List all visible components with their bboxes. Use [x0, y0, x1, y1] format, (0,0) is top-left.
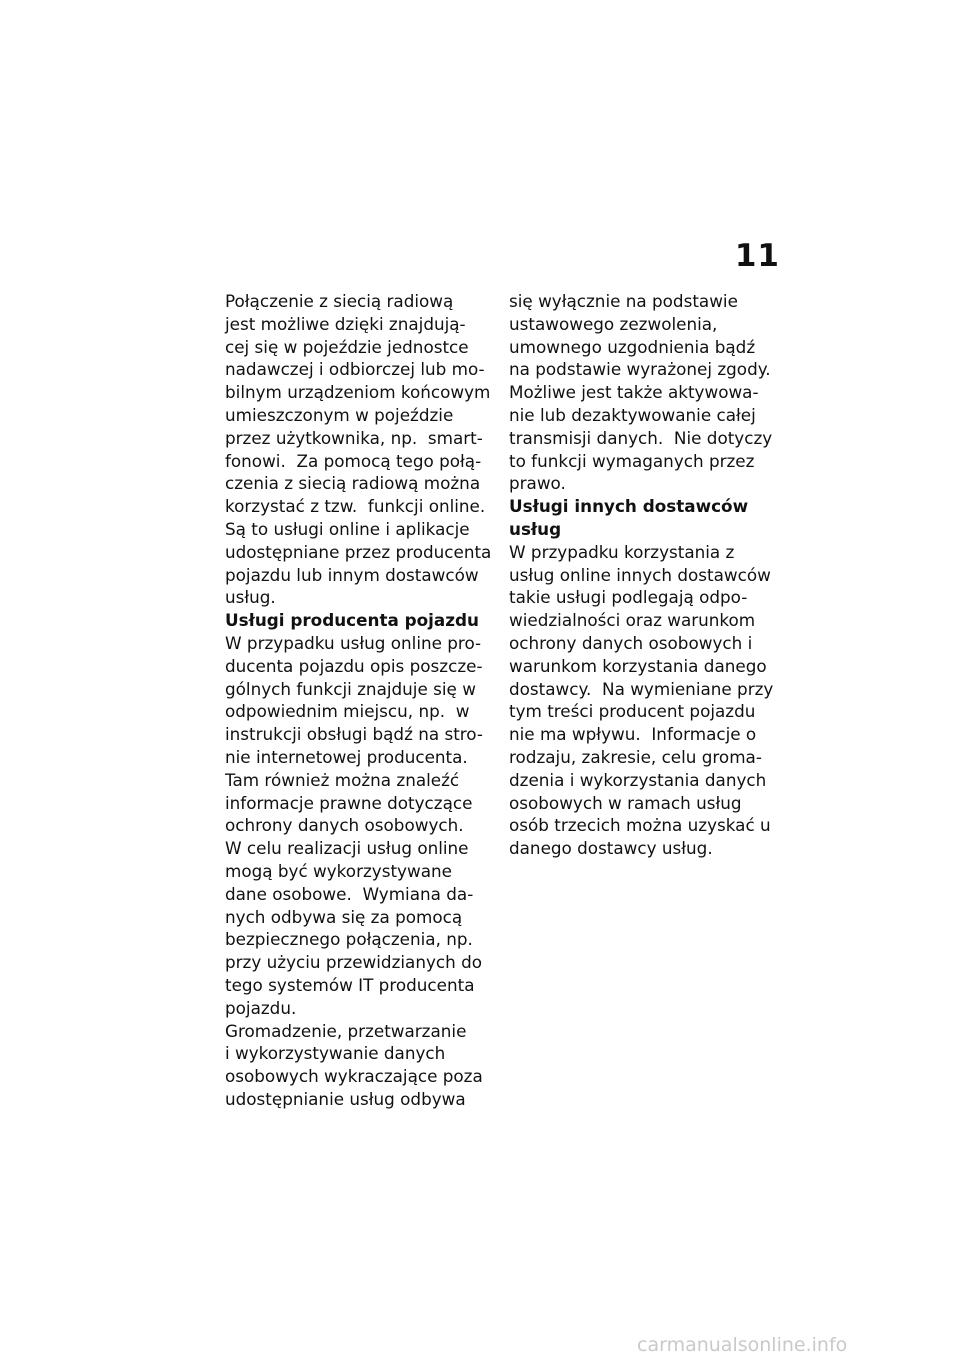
text-line: ustawowego zezwolenia, [509, 313, 718, 334]
text-line: Możliwe jest także aktywowa- [509, 382, 759, 403]
text-line: na podstawie wyrażonej zgody. [509, 359, 771, 380]
section-heading-line: usług [509, 518, 562, 539]
text-line: osób trzecich można uzyskać u [509, 815, 771, 836]
text-line: udostępnianie usług odbywa [225, 1088, 466, 1109]
text-line: Gromadzenie, przetwarzanie [225, 1020, 467, 1041]
text-line: W celu realizacji usług online [225, 838, 469, 859]
text-line: nie lub dezaktywowanie całej [509, 404, 756, 425]
text-line: umownego uzgodnienia bądź [509, 336, 756, 357]
text-line: nadawczej i odbiorczej lub mo- [225, 359, 485, 380]
text-line: to funkcji wymaganych przez [509, 450, 755, 471]
text-line: nych odbywa się za pomocą [225, 906, 463, 927]
text-line: informacje prawne dotyczące [225, 792, 473, 813]
text-line: Tam również można znaleźć [225, 769, 460, 790]
text-line: mogą być wykorzystywane [225, 860, 452, 881]
text-line: umieszczonym w pojeździe [225, 404, 454, 425]
text-line: Połączenie z siecią radiową [225, 291, 454, 311]
text-line: dzenia i wykorzystania danych [509, 769, 767, 790]
text-line: danego dostawcy usług. [509, 838, 713, 859]
text-line: dane osobowe. Wymiana da- [225, 883, 474, 904]
text-line: cej się w pojeździe jednostce [225, 336, 469, 357]
text-line: rodzaju, zakresie, celu groma- [509, 746, 762, 767]
text-line: jest możliwe dzięki znajdują- [225, 313, 466, 334]
text-line: prawo. [509, 473, 566, 494]
text-line: przy użyciu przewidzianych do [225, 952, 483, 973]
text-line: ducenta pojazdu opis poszcze- [225, 655, 483, 676]
text-line: i wykorzystywanie danych [225, 1043, 446, 1064]
text-line: się wyłącznie na podstawie [509, 291, 738, 311]
text-line: dostawcy. Na wymieniane przy [509, 678, 774, 699]
text-line: ochrony danych osobowych i [509, 632, 753, 653]
text-line: usług online innych dostawców [509, 564, 771, 585]
text-line: bilnym urządzeniom końcowym [225, 382, 491, 403]
text-line: W przypadku korzystania z [509, 541, 735, 562]
text-line: tym treści producent pojazdu [509, 701, 756, 722]
left-text-column [225, 290, 495, 1111]
text-line: nie ma wpływu. Informacje o [509, 724, 757, 745]
page-number: 11 [734, 238, 780, 274]
text-line: czenia z siecią radiową można [225, 473, 481, 494]
section-heading-line: Usługi innych dostawców [509, 496, 749, 517]
text-line: odpowiednim miejscu, np. w [225, 701, 470, 722]
section-heading-line: Usługi producenta pojazdu [225, 610, 479, 631]
text-line: osobowych wykraczające poza [225, 1066, 483, 1087]
text-line: W przypadku usług online pro- [225, 632, 482, 653]
text-line: udostępniane przez producenta [225, 541, 492, 562]
text-line: instrukcji obsługi bądź na stro- [225, 724, 483, 745]
text-line: warunkom korzystania danego [509, 655, 767, 676]
text-line: fonowi. Za pomocą tego połą- [225, 450, 482, 471]
text-line: bezpiecznego połączenia, np. [225, 929, 473, 950]
text-line: pojazdu. [225, 997, 297, 1018]
text-line: takie usługi podlegają odpo- [509, 587, 748, 608]
watermark: carmanualsonline.info [637, 1334, 848, 1356]
text-line: gólnych funkcji znajduje się w [225, 678, 476, 699]
right-text-column [509, 290, 779, 860]
text-line: tego systemów IT producenta [225, 974, 475, 995]
text-line: korzystać z tzw. funkcji online. [225, 496, 486, 517]
text-line: przez użytkownika, np. smart- [225, 427, 483, 448]
text-line: pojazdu lub innym dostawców [225, 564, 479, 585]
text-line: transmisji danych. Nie dotyczy [509, 427, 773, 448]
text-line: nie internetowej producenta. [225, 746, 468, 767]
text-line: osobowych w ramach usług [509, 792, 742, 813]
text-line: Są to usługi online i aplikacje [225, 518, 470, 539]
text-line: wiedzialności oraz warunkom [509, 610, 756, 631]
text-line: ochrony danych osobowych. [225, 815, 464, 836]
text-line: usług. [225, 587, 276, 608]
